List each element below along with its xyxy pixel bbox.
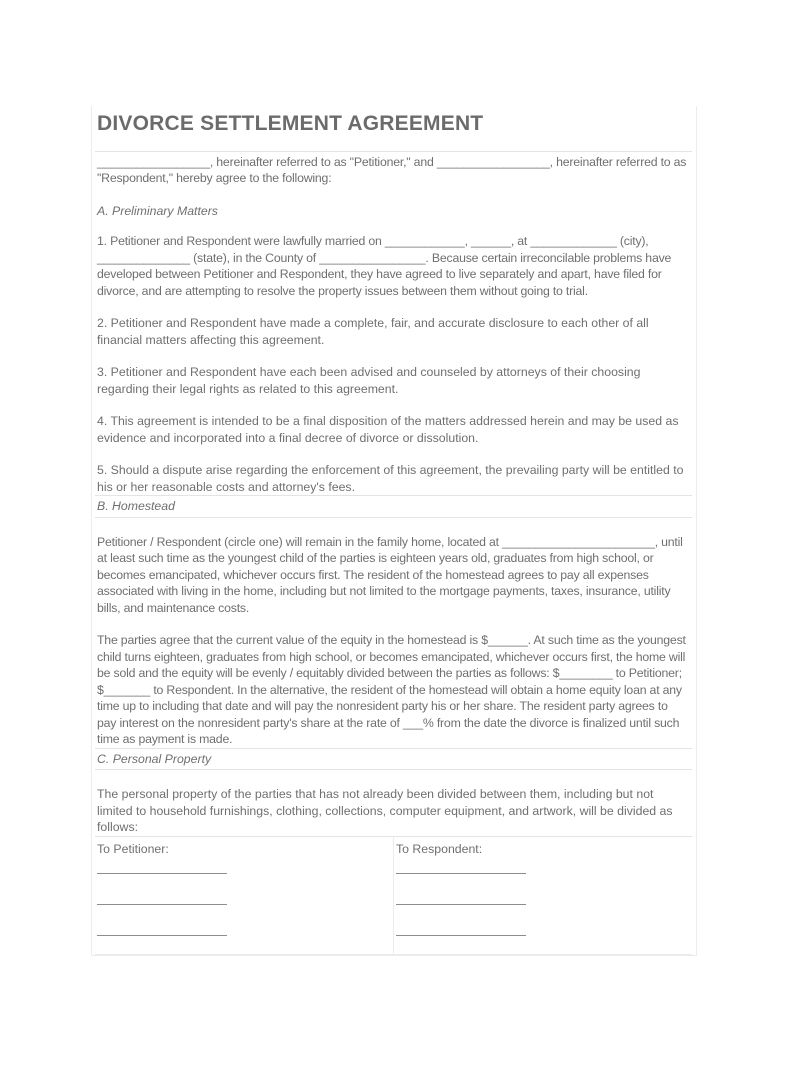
section-b-paragraph-2: The parties agree that the current value of the equity in the homestead is $______. At such time as the youngest child turns eighteen, graduates from high school, or becomes emancipated, whichever occurs first, the home will be sold and the equity will be evenly / equitably divided between the parties as follows: $________ to Petitioner; $_______ to Respondent. In the alternative, the resident of the homestead will obtain a home equity loan at any time up to including that date and will pay the nonresident party his or her share. The resident party agrees to pay interest on the nonresident party's share at the rate of ___% from the date the divorce is finalized until such time as payment is made. — [97, 633, 686, 747]
petitioner-fill-line-2[interactable] — [97, 904, 227, 905]
petitioner-fill-line-3[interactable] — [97, 935, 227, 936]
section-heading-row-c — [95, 748, 692, 771]
section-heading-row-b — [95, 495, 692, 518]
page-title: DIVORCE SETTLEMENT AGREEMENT — [97, 112, 484, 135]
spacer — [95, 221, 692, 231]
intro-paragraph: _________________, hereinafter referred to as "Petitioner," and _________________, hereinafter referred to as "Respondent," hereby agree to the following: — [97, 154, 687, 186]
document-frame — [91, 106, 697, 956]
section-a-paragraph-5: 5. Should a dispute arise regarding the enforcement of this agreement, the prevailing party will be entitled to his or her reasonable costs and attorney's fees. — [97, 463, 684, 494]
respondent-column — [394, 836, 693, 955]
section-heading-b: B. Homestead — [97, 499, 175, 514]
section-a-paragraph-1: 1. Petitioner and Respondent were lawfully married on ____________, ______, at _____________ (city), ______________ (state), in the County of ________________. Because certain irreconcilable problems have developed between Petitioner and Respondent, they have agreed to live separately and apart, have filed for divorce, and are attempting to resolve the property issues between them without going to trial. — [97, 234, 672, 298]
respondent-column-header: To Respondent: — [396, 841, 483, 856]
section-heading-c: C. Personal Property — [97, 751, 212, 766]
section-a-paragraph-3: 3. Petitioner and Respondent have each been advised and counseled by attorneys of their choosing regarding their legal rights as related to this agreement. — [97, 365, 641, 396]
spacer — [95, 137, 692, 151]
petitioner-fill-line-1[interactable] — [97, 873, 227, 874]
document-body — [92, 112, 696, 955]
respondent-fill-line-2[interactable] — [396, 904, 526, 905]
spacer — [95, 187, 692, 201]
property-division-table — [95, 836, 692, 956]
spacer — [95, 446, 692, 460]
table-row — [95, 836, 692, 955]
petitioner-column — [95, 836, 394, 955]
spacer — [95, 299, 692, 313]
spacer — [95, 348, 692, 362]
spacer — [95, 770, 692, 784]
spacer — [95, 616, 692, 630]
section-a-paragraph-4: 4. This agreement is intended to be a final disposition of the matters addressed herein and may be used as evidence and incorporated into a final decree of divorce or dissolution. — [97, 414, 679, 445]
section-heading-a: A. Preliminary Matters — [97, 203, 218, 218]
respondent-fill-line-1[interactable] — [396, 873, 526, 874]
petitioner-column-header: To Petitioner: — [97, 841, 169, 856]
section-c-paragraph-1: The personal property of the parties that has not already been divided between them, including but not limited to household furnishings, clothing, collections, computer equipment, and artwork, will be divided as follows: — [97, 787, 673, 835]
section-b-paragraph-1: Petitioner / Respondent (circle one) will remain in the family home, located at _______________________, until at least such time as the youngest child of the parties is eighteen years old, graduates from high school, or becomes emancipated, whichever occurs first. The resident of the homestead agrees to pay all expenses associated with living in the home, including but not limited to the mortgage payments, taxes, insurance, utility bills, and maintenance costs. — [97, 534, 683, 615]
section-a-paragraph-2: 2. Petitioner and Respondent have made a complete, fair, and accurate disclosure to each other of all financial matters affecting this agreement. — [97, 316, 649, 347]
spacer — [95, 518, 692, 532]
spacer — [95, 397, 692, 411]
respondent-fill-line-3[interactable] — [396, 935, 526, 936]
